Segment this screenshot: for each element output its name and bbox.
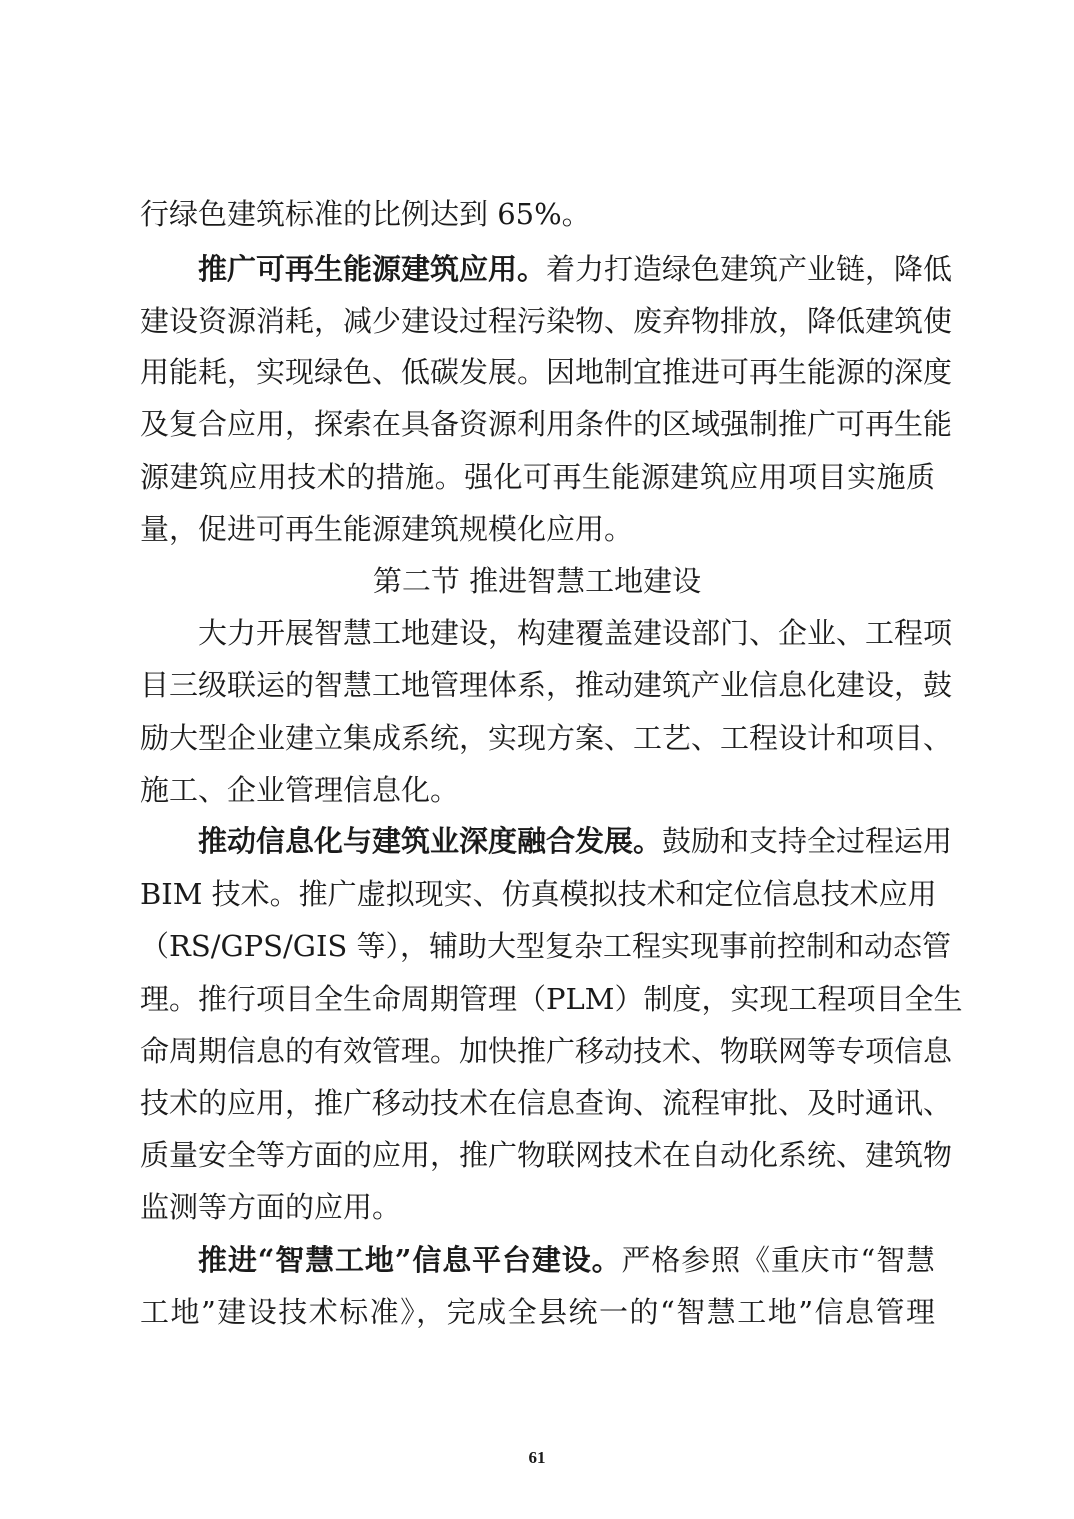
text-line bbox=[140, 511, 935, 547]
paragraph-first-line bbox=[198, 615, 953, 651]
text-line-content: BIM 技术。推广虚拟现实、仿真模拟技术和定位信息技术应用 bbox=[140, 877, 937, 911]
text-line-content: 技术的应用，推广移动技术在信息查询、流程审批、及时通讯、 bbox=[140, 1086, 953, 1120]
text-line bbox=[140, 772, 935, 808]
paragraph-lead-heading: 推动信息化与建筑业深度融合发展。 bbox=[198, 824, 663, 858]
paragraph-lead-heading: 推进“智慧工地”信息平台建设。 bbox=[198, 1243, 622, 1277]
paragraph-first-line-rest: 着力打造绿色建筑产业链，降低 bbox=[546, 252, 953, 286]
text-line-content: 目三级联运的智慧工地管理体系，推动建筑产业信息化建设，鼓 bbox=[140, 668, 953, 702]
text-line-content: 行绿色建筑标准的比例达到 65%。 bbox=[140, 197, 591, 231]
text-line bbox=[140, 406, 953, 442]
text-line-content: 源建筑应用技术的措施。强化可再生能源建筑应用项目实施质 bbox=[140, 460, 935, 494]
text-line bbox=[140, 876, 935, 912]
paragraph-first-line-rest: 鼓励和支持全过程运用 bbox=[662, 824, 953, 858]
text-line bbox=[140, 196, 935, 232]
text-line bbox=[140, 981, 963, 1017]
paragraph-first-line bbox=[198, 251, 953, 287]
text-line bbox=[140, 303, 953, 339]
page-number: 61 bbox=[528, 1448, 546, 1467]
text-line-content: 质量安全等方面的应用，推广物联网技术在自动化系统、建筑物 bbox=[140, 1138, 953, 1172]
text-line-content: 工地”建设技术标准》，完成全县统一的“智慧工地”信息管理 bbox=[140, 1295, 935, 1329]
text-line bbox=[140, 667, 953, 703]
text-line bbox=[140, 1137, 953, 1173]
text-line bbox=[140, 720, 953, 756]
text-line-content: 理。推行项目全生命周期管理（PLM）制度，实现工程项目全生 bbox=[140, 982, 963, 1016]
text-line bbox=[140, 928, 951, 964]
text-line-content: 用能耗，实现绿色、低碳发展。因地制宜推进可再生能源的深度 bbox=[140, 355, 953, 389]
paragraph-first-line bbox=[198, 823, 953, 859]
text-line bbox=[140, 1085, 953, 1121]
text-line-content: 及复合应用，探索在具备资源利用条件的区域强制推广可再生能 bbox=[140, 407, 953, 441]
section-heading: 第二节 推进智慧工地建设 bbox=[372, 564, 702, 598]
text-line bbox=[140, 459, 935, 495]
text-line bbox=[140, 1294, 935, 1330]
text-line bbox=[140, 354, 953, 390]
text-line bbox=[140, 1189, 935, 1225]
paragraph-lead-heading: 推广可再生能源建筑应用。 bbox=[198, 252, 547, 286]
text-line-content: 励大型企业建立集成系统，实现方案、工艺、工程设计和项目、 bbox=[140, 721, 953, 755]
text-line-content: 建设资源消耗，减少建设过程污染物、废弃物排放，降低建筑使 bbox=[140, 304, 953, 338]
text-line-content: 命周期信息的有效管理。加快推广移动技术、物联网等专项信息 bbox=[140, 1034, 953, 1068]
text-line-content: 大力开展智慧工地建设，构建覆盖建设部门、企业、工程项 bbox=[198, 616, 953, 650]
paragraph-first-line-rest: 严格参照《重庆市“智慧 bbox=[621, 1243, 935, 1277]
text-line-content: 施工、企业管理信息化。 bbox=[140, 773, 460, 807]
text-line-content: （RS/GPS/GIS 等），辅助大型复杂工程实现事前控制和动态管 bbox=[140, 929, 951, 963]
paragraph-first-line bbox=[198, 1242, 935, 1278]
text-line bbox=[140, 1033, 953, 1069]
text-line-content: 量，促进可再生能源建筑规模化应用。 bbox=[140, 512, 634, 546]
text-line-content: 监测等方面的应用。 bbox=[140, 1190, 402, 1224]
